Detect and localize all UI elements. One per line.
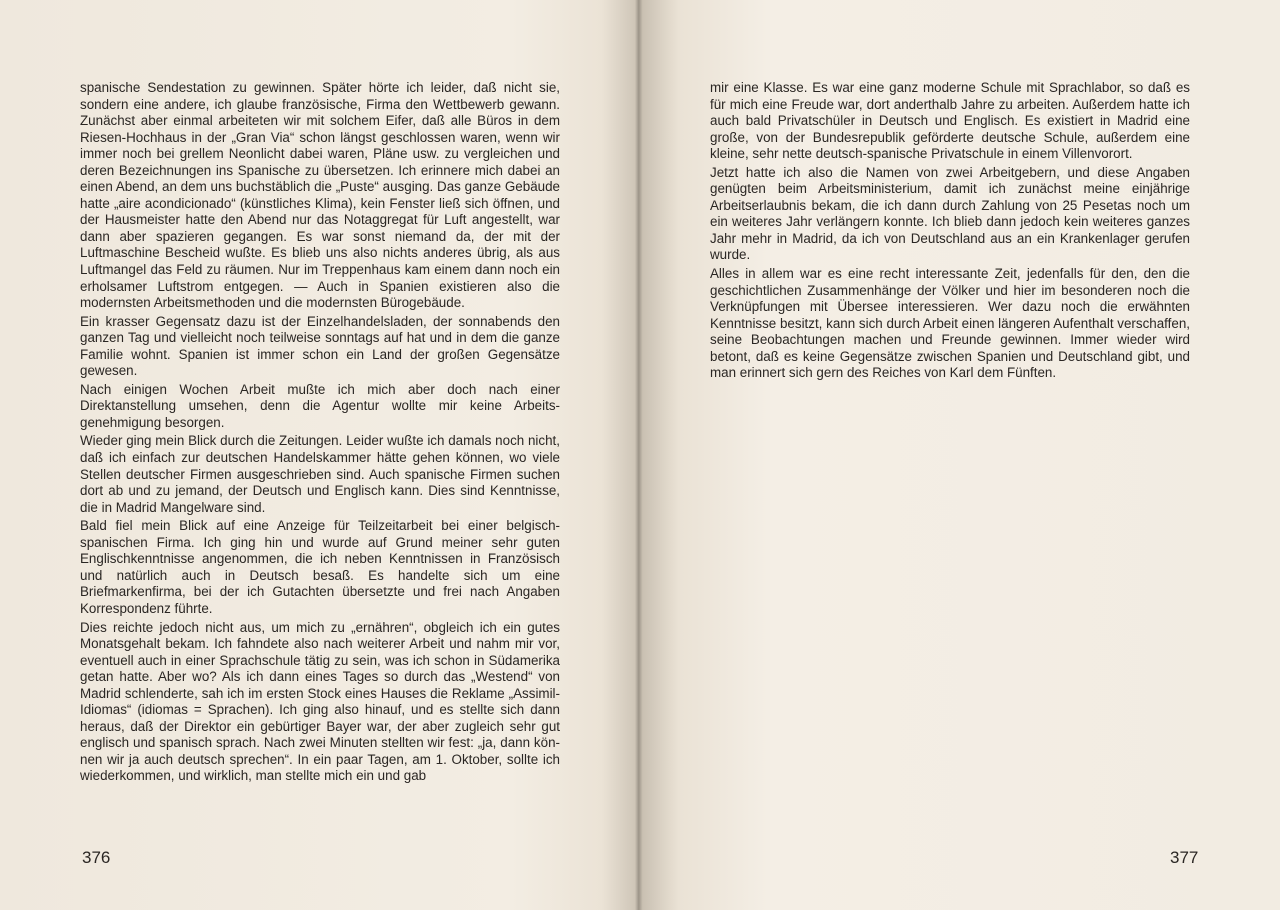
- paragraph: Dies reichte jedoch nicht aus, um mich zu „ernähren“, obgleich ich ein gutes Monatsgehalt bekam. Ich fahndete also nach weiterer Arbeit und nahm mir vor, eventuell auch in einer Sprachschule tätig zu sein, was ich schon in Südamerika getan hatte. Aber wo? Als ich dann eines Tages so durch das „Westend“ von Madrid schlenderte, sah ich im ersten Stock eines Hauses die Reklame „Assimil-Idiomas“ (idiomas = Sprachen). Ich ging also hinauf, und es stellte sich dann heraus, daß der Direktor ein gebürtiger Bayer war, der aber zugleich sehr gut englisch und spanisch sprach. Nach zwei Minuten stellten wir fest: „ja, dann können wir ja auch deutsch sprechen“. In ein paar Tagen, am 1. Oktober, sollte ich wiederkommen, und wirklich, man stellte mich ein und gab: [80, 619, 560, 784]
- paragraph: Jetzt hatte ich also die Namen von zwei Arbeitgebern, und diese Angaben genügten beim Arbeitsministerium, damit ich zunächst meine einjährige Arbeitserlaubnis bekam, die ich dann durch Zahlung von 25 Pesetas noch um ein weiteres Jahr verlängern konnte. Ich blieb dann jedoch kein weiteres ganzes Jahr mehr in Madrid, da ich von Deutschland aus an ein Krankenlager gerufen wurde.: [710, 164, 1190, 263]
- left-page: [0, 0, 636, 910]
- right-page-body: [710, 80, 1190, 384]
- paragraph: spanische Sendestation zu gewinnen. Später hörte ich leider, daß nicht sie, sondern eine andere, ich glaube französische, Firma den Wettbewerb gewann. Zunächst aber einmal arbeiteten wir mit solchem Eifer, daß alle Büros in dem Riesen-Hochhaus in der „Gran Via“ schon längst geschlossen waren, wenn wir immer noch bei grellem Neonlicht dabei waren, Pläne usw. zu vergleichen und deren Bezeichnungen ins Spanische zu übersetzen. Ich erinnere mich dabei an einen Abend, an dem uns buchstäblich die „Puste“ ausging. Das ganze Gebäude hatte „aire acondicionado“ (künstliches Klima), kein Fenster ließ sich öffnen, und der Hausmeister hatte den Abend nur das Notaggregat für Luft angestellt, war dann aber spazieren gegangen. Es war sonst niemand da, der mit der Luftmaschine Bescheid wußte. Es blieb uns also nichts anderes übrig, als aus Luftmangel das Feld zu räumen. Nur im Treppenhaus kam einem dann noch ein erholsamer Luftstrom entgegen. — Auch in Spanien existieren also die modernsten Arbeitsmethoden und die modernsten Bürogebäude.: [80, 80, 560, 311]
- paragraph: Ein krasser Gegensatz dazu ist der Einzelhandelsladen, der sonnabends den ganzen Tag und vielleicht noch teilweise sonntags auf hat und in dem die ganze Familie wohnt. Spanien ist immer schon ein Land der großen Gegensätze gewesen.: [80, 313, 560, 379]
- paragraph: mir eine Klasse. Es war eine ganz moderne Schule mit Sprachlabor, so daß es für mich eine Freude war, dort anderthalb Jahre zu arbeiten. Außerdem hatte ich auch bald Privatschüler in Deutsch und Englisch. Es existiert in Madrid eine große, von der Bundesrepublik geförderte deutsche Schule, außerdem eine kleine, sehr nette deutsch-spanische Privatschule in einem Villenvorort.: [710, 80, 1190, 162]
- right-page: [642, 0, 1280, 910]
- paragraph: Bald fiel mein Blick auf eine Anzeige für Teilzeitarbeit bei einer belgisch-spanischen Firma. Ich ging hin und wurde auf Grund meiner sehr guten Englischkenntnisse angenommen, die ich neben Kenntnissen in Französisch und natürlich auch in Deutsch besaß. Es handelte sich um eine Briefmarkenfirma, bei der ich Gutachten übersetzte und frei nach Angaben Korrespondenz führte.: [80, 518, 560, 616]
- paragraph: Alles in allem war es eine recht interessante Zeit, jedenfalls für den, den die geschichtlichen Zusammenhänge der Völker und hier im besonderen noch die Verknüpfungen mit Übersee interessieren. Wer dazu noch die erwähnten Kenntnisse besitzt, kann sich durch Arbeit einen längeren Aufenthalt verschaffen, seine Beobachtungen machen und Freunde gewinnen. Immer wieder wird betont, daß es keine Gegensätze zwischen Spanien und Deutschland gibt, und man erinnert sich gern des Reiches von Karl dem Fünften.: [710, 266, 1190, 381]
- left-page-body: [80, 80, 560, 787]
- page-number-left: 376: [82, 848, 111, 867]
- page-number-right: 377: [1170, 848, 1199, 867]
- paragraph: Wieder ging mein Blick durch die Zeitungen. Leider wußte ich damals noch nicht, daß ich einfach zur deutschen Handelskammer hätte gehen können, wo viele Stellen deutscher Firmen ausgeschrieben sind. Auch spanische Firmen suchen dort ab und zu jemand, der Deutsch und Englisch kann. Dies sind Kenntnisse, die in Madrid Mangelware sind.: [80, 433, 560, 515]
- paragraph: Nach einigen Wochen Arbeit mußte ich mich aber doch nach einer Direktanstellung umsehen, denn die Agentur wollte mir keine Arbeitsgenehmigung besorgen.: [80, 381, 560, 430]
